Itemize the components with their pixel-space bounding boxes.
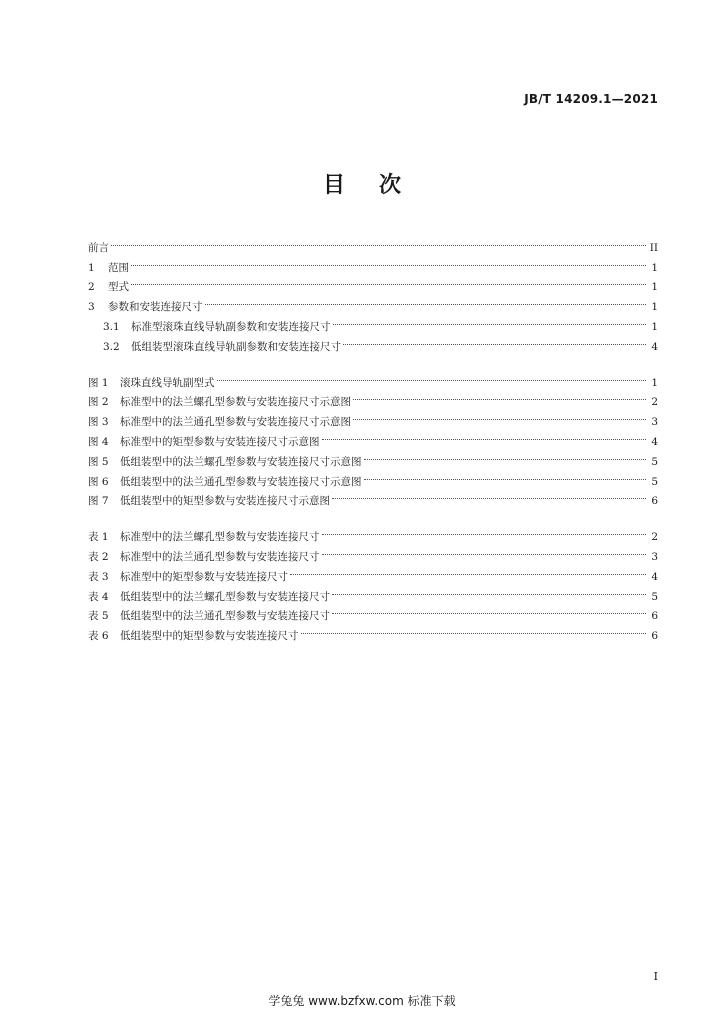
toc-entry-page: 6 <box>651 610 658 623</box>
toc-entry-page: 6 <box>651 630 658 643</box>
toc-entry-label: 低组装型滚珠直线导轨副参数和安装连接尺寸 <box>131 340 341 353</box>
toc-entry-label: 范围 <box>108 261 129 274</box>
toc-entry-number: 图 4 <box>88 435 109 448</box>
toc-entry-number: 2 <box>88 281 95 294</box>
page-number: I <box>653 970 658 983</box>
dot-leader <box>353 405 648 425</box>
dot-leader <box>131 271 648 291</box>
toc-title <box>0 168 724 199</box>
toc-entry-section-2[interactable] <box>88 271 658 294</box>
toc-entry-number: 表 6 <box>88 630 109 643</box>
toc-entry-page: 1 <box>651 320 658 333</box>
toc-entry-label: 参数和安装连接尺寸 <box>108 301 203 314</box>
watermark-text: 学兔兔 www.bzfxw.com 标准下载 <box>268 994 456 1008</box>
toc-entry-page: 1 <box>651 281 658 294</box>
toc-entry-number: 表 3 <box>88 570 109 583</box>
dot-leader <box>290 560 648 580</box>
toc-entry-section-3[interactable] <box>88 290 658 314</box>
dot-leader <box>343 330 648 350</box>
toc-title-char-1: 目 <box>322 173 345 198</box>
toc-entry-label: 低组装型中的法兰螺孔型参数与安装连接尺寸 <box>120 590 330 603</box>
toc-entry-page: 6 <box>651 495 658 508</box>
toc-entry-label: 型式 <box>108 281 129 294</box>
toc-entry-page: 1 <box>651 376 658 389</box>
toc-entry-page: 3 <box>651 416 658 429</box>
toc-entry-section-1[interactable] <box>88 251 658 274</box>
toc-entry-table-1[interactable] <box>88 520 658 544</box>
toc-entry-label: 低组装型中的矩型参数与安装连接尺寸 <box>120 630 299 643</box>
toc-entry-page: 1 <box>651 261 658 274</box>
toc-entry-page: 3 <box>651 550 658 563</box>
toc-entry-number: 3 <box>88 301 95 314</box>
toc-entry-label: 标准型中的矩型参数与安装连接尺寸 <box>120 570 288 583</box>
toc-entry-label: 标准型中的矩型参数与安装连接尺寸示意图 <box>120 435 320 448</box>
toc-entry-label: 前言 <box>88 241 109 254</box>
dot-leader <box>322 425 649 445</box>
toc-entry-number: 表 2 <box>88 550 109 563</box>
dot-leader <box>332 580 648 600</box>
toc-entry-label: 低组装型中的法兰通孔型参数与安装连接尺寸 <box>120 610 330 623</box>
dot-leader <box>322 540 649 560</box>
toc-entry-page: 2 <box>651 531 658 544</box>
toc-entry-number: 图 7 <box>88 495 109 508</box>
toc-entry-number: 图 3 <box>88 416 109 429</box>
toc-entry-number: 3.1 <box>103 320 120 333</box>
dot-leader <box>332 485 648 505</box>
toc-entry-foreword[interactable] <box>88 231 658 254</box>
toc-entry-label: 标准型中的法兰通孔型参数与安装连接尺寸示意图 <box>120 416 351 429</box>
toc-entry-label: 低组装型中的法兰通孔型参数与安装连接尺寸示意图 <box>120 475 362 488</box>
toc-entry-page: 5 <box>651 590 658 603</box>
toc-entry-number: 图 6 <box>88 475 109 488</box>
toc-entry-number: 表 4 <box>88 590 109 603</box>
toc-entry-label: 滚珠直线导轨副型式 <box>120 376 215 389</box>
dot-leader <box>301 619 649 639</box>
toc-entry-page: 4 <box>651 570 658 583</box>
toc-title-char-2: 次 <box>379 173 402 198</box>
toc-entry-label: 低组装型中的矩型参数与安装连接尺寸示意图 <box>120 495 330 508</box>
dot-leader <box>322 520 649 540</box>
dot-leader <box>353 386 648 406</box>
dot-leader <box>131 251 648 271</box>
document-code: JB/T 14209.1—2021 <box>524 92 658 106</box>
toc-entry-label: 标准型中的法兰螺孔型参数与安装连接尺寸 <box>120 531 320 544</box>
toc-entry-label: 低组装型中的法兰螺孔型参数与安装连接尺寸示意图 <box>120 455 362 468</box>
dot-leader <box>217 366 649 386</box>
table-of-contents <box>88 231 658 643</box>
toc-entry-number: 3.2 <box>103 340 120 353</box>
toc-entry-label: 标准型中的法兰螺孔型参数与安装连接尺寸示意图 <box>120 396 351 409</box>
toc-entry-page: 5 <box>651 475 658 488</box>
toc-entry-number: 图 1 <box>88 376 109 389</box>
toc-entry-page: 5 <box>651 455 658 468</box>
dot-leader <box>332 600 648 620</box>
toc-entry-number: 图 5 <box>88 455 109 468</box>
toc-entry-number: 图 2 <box>88 396 109 409</box>
dot-leader <box>205 290 649 310</box>
toc-entry-number: 表 1 <box>88 531 109 544</box>
toc-entry-page: 2 <box>651 396 658 409</box>
dot-leader <box>333 310 649 330</box>
toc-entry-label: 标准型中的法兰通孔型参数与安装连接尺寸 <box>120 550 320 563</box>
toc-entry-number: 1 <box>88 261 95 274</box>
dot-leader <box>364 465 649 485</box>
toc-entry-page: 4 <box>651 340 658 353</box>
toc-entry-label: 标准型滚珠直线导轨副参数和安装连接尺寸 <box>131 320 331 333</box>
toc-entry-page: II <box>649 241 658 254</box>
toc-entry-page: 4 <box>651 435 658 448</box>
dot-leader <box>364 445 649 465</box>
dot-leader <box>111 231 648 251</box>
toc-entry-number: 表 5 <box>88 610 109 623</box>
toc-entry-figure-1[interactable] <box>88 366 658 389</box>
toc-entry-page: 1 <box>651 301 658 314</box>
